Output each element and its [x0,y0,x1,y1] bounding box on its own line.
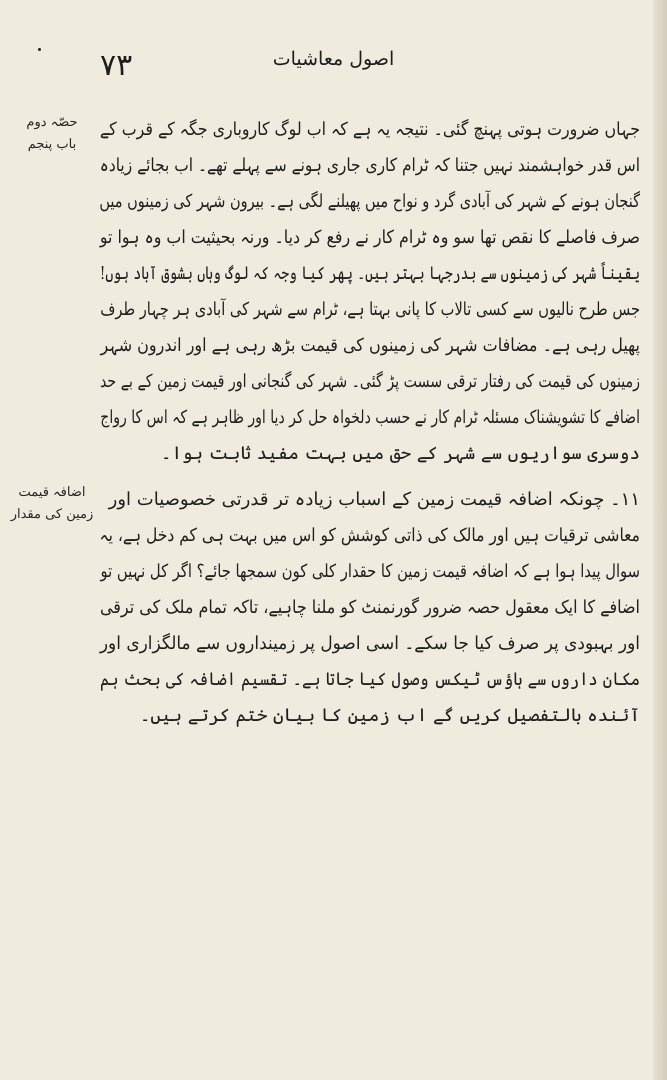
margin-note-land-value [2,482,102,526]
ink-dot-mark [38,48,41,51]
text-line: صرف فاصلے کا نقص تھا سو وہ ٹرام کار نے رفع کر دیا۔ ورنہ بحیثیت اب وہ ہوا تو [99,227,640,248]
margin-note-line: حصّہ دوم [26,115,78,130]
text-line: اس قدر خواہشمند نہیں جتنا کہ ٹرام کاری جاری ہونے سے پہلے تھے۔ اب بجائے زیادہ [99,155,641,176]
text-line: اضافے کا ایک معقول حصہ ضرور گورنمنٹ کو ملنا چاہیے، تاکہ تمام ملک کی ترقی [99,597,640,618]
text-line: جہاں ضرورت ہوتی پہنچ گئی۔ نتیجہ یہ ہے کہ اب لوگ کاروباری جگہ کے قرب کے [99,119,641,140]
margin-note-line: زمین کی مقدار [10,507,94,522]
text-line: سوال پیدا ہوا ہے کہ اضافہ قیمت زمین کا حقدار کلی کون سمجھا جائے؟ اگر کل نہیں تو [100,561,640,582]
page-number: ۷۳ [100,48,133,83]
text-line: مکان داروں سے ہاؤس ٹیکس وصول کیا جاتا ہے۔ تقسیم اضافہ کی بحث ہم [99,669,641,690]
margin-note-line: اضافہ قیمت [18,485,86,500]
text-line: ۱۱۔ چونکہ اضافہ قیمت زمین کے اسباب زیادہ تر قدرتی خصوصیات اور [108,489,640,510]
text-line: دوسری سواریوں سے شہر کے حق میں بہت مفید ثابت ہوا۔ [160,443,640,464]
text-line: یقیناً شہر کی زمینوں سے بدرجہا بہتر ہیں۔ پھر کیا وجہ کہ لوگ وہاں بشوق آباد ہوں! [99,263,641,284]
text-line: آئندہ بالتفصیل کریں گے اب زمین کا بیان ختم کرتے ہیں۔ [139,705,640,726]
text-line: زمینوں کی قیمت کی رفتار ترقی سست پڑ گئی۔ شہر کی گنجانی اور قیمت زمین کے بے حد [99,371,640,392]
text-line: گنجان ہونے کے شہر کی آبادی گرد و نواح میں پھیلنے لگی ہے۔ بیرون شہر کی زمینوں میں [99,191,640,212]
text-line: جس طرح نالیوں سے کسی تالاب کا پانی بہتا ہے، ٹرام سے شہر کی آبادی ہر چہار طرف [100,299,640,320]
text-line: معاشی ترقیات ہیں اور مالک کی ذاتی کوشش کو اس میں بہت ہی کم دخل ہے، یہ [99,525,641,546]
margin-note-section [2,112,102,156]
margin-note-line: باب پنجم [27,137,77,152]
running-title: اصول معاشیات [272,48,395,70]
text-line: اضافے کا تشویشناک مسئلہ ٹرام کار نے حسب دلخواہ حل کر دیا اور ظاہر ہے کہ اس کا رواج [100,407,640,428]
text-line: اور بہبودی پر صرف کیا جا سکے۔ اسی اصول پر زمینداروں سے مالگزاری اور [99,633,640,654]
text-line: پھیل رہی ہے۔ مضافات شہر کی زمینوں کی قیمت بڑھ رہی ہے اور اندرون شہر [100,335,641,356]
page-edge-shadow [653,0,667,1080]
page-header [0,42,667,82]
